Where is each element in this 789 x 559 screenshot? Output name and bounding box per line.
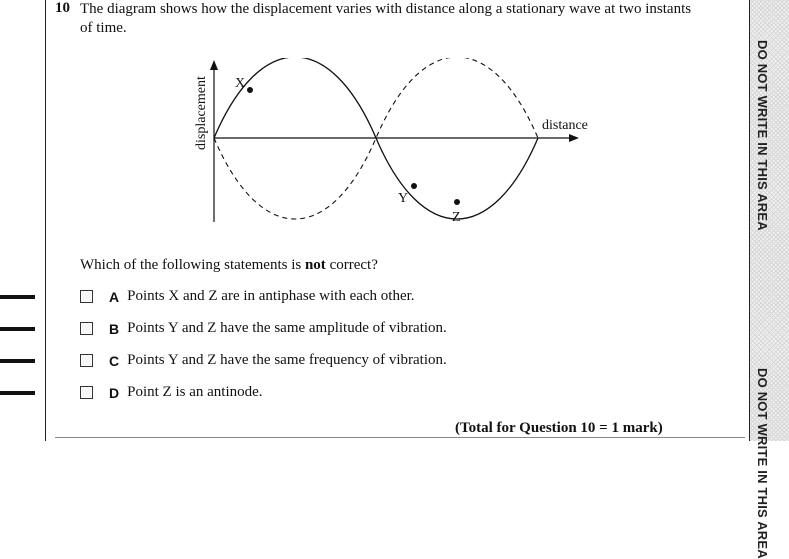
margin-warning-top: DO NOT WRITE IN THIS AREA [755, 40, 770, 231]
point-y-label: Y [398, 191, 409, 206]
timing-mark [0, 359, 35, 363]
question-text: The diagram shows how the displacement varies with distance along a stationary wave at two instants of time. [80, 1, 692, 36]
option-d-checkbox[interactable] [80, 386, 93, 399]
question-stem: Which of the following statements is not correct? [80, 257, 378, 273]
stationary-wave-diagram [185, 58, 605, 228]
option-c-letter: C [109, 352, 120, 369]
option-a-letter: A [109, 288, 120, 305]
point-x-label: X [235, 76, 246, 91]
option-b-letter: B [109, 320, 120, 337]
option-c-checkbox[interactable] [80, 354, 93, 367]
bottom-rule [55, 437, 745, 438]
option-b-checkbox[interactable] [80, 322, 93, 335]
option-b[interactable] [80, 320, 447, 337]
x-axis-label: distance [542, 118, 588, 133]
option-d[interactable] [80, 384, 263, 401]
page-left-border [45, 0, 46, 441]
margin-warning-bottom: DO NOT WRITE IN THIS AREA [755, 368, 770, 559]
option-b-text: Points Y and Z have the same amplitude of vibration. [127, 320, 447, 336]
timing-mark [0, 391, 35, 395]
option-a-text: Points X and Z are in antiphase with each other. [127, 288, 415, 304]
y-axis-label: displacement [194, 76, 209, 150]
point-z-label: Z [452, 210, 461, 225]
option-d-text: Point Z is an antinode. [127, 384, 263, 400]
timing-mark [0, 295, 35, 299]
option-c[interactable] [80, 352, 447, 369]
option-c-text: Points Y and Z have the same frequency of vibration. [127, 352, 447, 368]
option-a[interactable] [80, 288, 415, 305]
point-y-marker [411, 183, 417, 189]
point-x-marker [247, 87, 253, 93]
question-number: 10 [55, 0, 70, 16]
option-a-checkbox[interactable] [80, 290, 93, 303]
option-d-letter: D [109, 384, 120, 401]
point-z-marker [454, 199, 460, 205]
y-axis-arrowhead [210, 60, 218, 70]
x-axis-arrowhead [569, 134, 579, 142]
timing-mark [0, 327, 35, 331]
total-marks: (Total for Question 10 = 1 mark) [455, 420, 663, 436]
